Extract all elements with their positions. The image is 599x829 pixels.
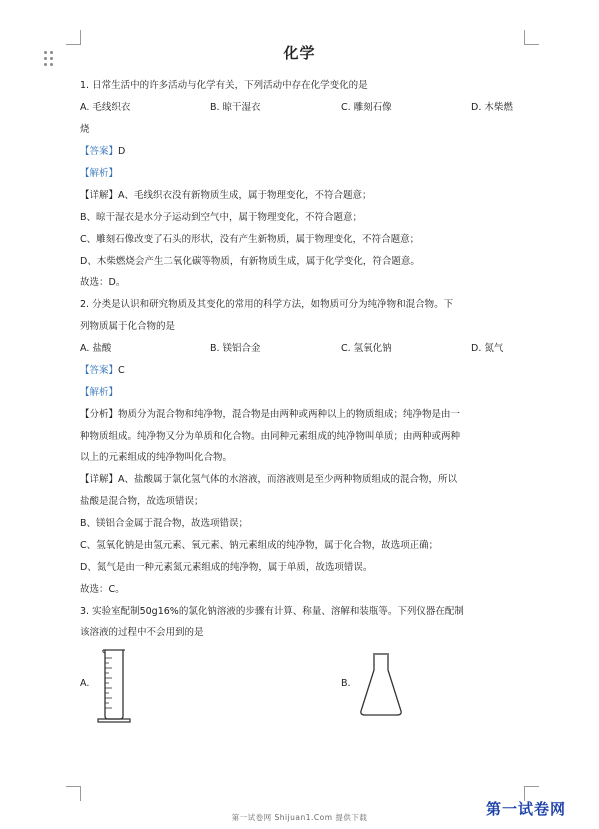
q1-detail-3: C、雕刻石像改变了石头的形状，没有产生新物质，属于物理变化，不符合题意； — [80, 234, 420, 245]
q2-option-d: D. 氮气 — [471, 343, 504, 354]
footer-source-text: 第一试卷网 Shijuan1.Com 提供下载 — [231, 813, 368, 822]
q2-option-c: C. 氢氧化钠 — [341, 343, 392, 354]
q1-option-c: C. 雕刻石像 — [341, 102, 392, 113]
q3-stem-line-2: 该溶液的过程中不会用到的是 — [80, 627, 204, 638]
q2-analyze-line-3: 以上的元素组成的纯净物叫化合物。 — [80, 452, 233, 463]
analyze-text: 物质分为混合物和纯净物，混合物是由两种或两种以上的物质组成；纯净物是由一 — [118, 409, 461, 420]
q1-detail-2: B、晾干湿衣是水分子运动到空气中，属于物理变化，不符合题意； — [80, 212, 363, 223]
q2-detail-1 — [80, 474, 457, 486]
q1-conclusion: 故选：D。 — [80, 277, 126, 288]
conical-flask-icon — [356, 652, 406, 718]
q1-option-a: A. 毛线织衣 — [80, 102, 131, 113]
q2-analyze-line-2: 种物质组成。纯净物又分为单质和化合物。由同种元素组成的纯净物叫单质；由两种或两种 — [80, 431, 461, 442]
q3-option-b: B. — [341, 678, 351, 689]
q1-analysis-tag: 【解析】 — [80, 168, 119, 179]
q1-stem: 1. 日常生活中的许多活动与化学有关，下列活动中存在化学变化的是 — [80, 80, 368, 91]
q1-detail-1 — [80, 190, 372, 202]
q1-option-b: B. 晾干湿衣 — [210, 102, 261, 113]
answer-tag: 【答案】 — [80, 146, 119, 157]
q2-answer — [80, 365, 125, 377]
page-title: 化学 — [283, 44, 316, 62]
detail-tag: 【详解】 — [80, 474, 119, 485]
q2-detail-3: C、氢氧化钠是由氢元素、氧元素、钠元素组成的纯净物，属于化合物，故选项正确； — [80, 540, 439, 551]
q2-option-b: B. 镁铝合金 — [210, 343, 261, 354]
q1-answer — [80, 146, 125, 158]
q2-stem-line-1: 2. 分类是认识和研究物质及其变化的常用的科学方法，如物质可分为纯净物和混合物。下 — [80, 299, 454, 310]
analyze-tag: 【分析】 — [80, 409, 119, 420]
q2-detail-4: D、氮气是由一种元素氮元素组成的纯净物，属于单质，故选项错误。 — [80, 562, 373, 573]
answer-value: D — [118, 146, 126, 157]
answer-tag: 【答案】 — [80, 365, 119, 376]
q2-stem-line-2: 列物质属于化合物的是 — [80, 321, 176, 332]
detail-text: A、毛线织衣没有新物质生成，属于物理变化，不符合题意； — [118, 190, 372, 201]
q1-detail-4: D、木柴燃烧会产生二氧化碳等物质，有新物质生成，属于化学变化，符合题意。 — [80, 256, 420, 267]
graduated-cylinder-icon — [96, 646, 136, 724]
q1-option-d: D. 木柴燃 — [471, 102, 513, 113]
crop-mark-bottom-left — [66, 786, 81, 801]
q2-detail-2: B、镁铝合金属于混合物，故选项错误； — [80, 518, 249, 529]
q2-conclusion: 故选：C。 — [80, 584, 125, 595]
q2-detail-1-continued: 盐酸是混合物，故选项错误； — [80, 496, 204, 507]
brand-logo-text: 第一试卷网 — [486, 800, 567, 818]
q1-option-d-continued: 烧 — [80, 124, 90, 135]
detail-text: A、盐酸属于氯化氢气体的水溶液，而溶液则是至少两种物质组成的混合物，所以 — [118, 474, 458, 485]
detail-tag: 【详解】 — [80, 190, 119, 201]
q3-stem-line-1: 3. 实验室配制50g16%的氯化钠溶液的步骤有计算、称量、溶解和装瓶等。下列仪器在配制 — [80, 606, 464, 617]
q2-analyze-line-1 — [80, 409, 460, 421]
q2-option-a: A. 盐酸 — [80, 343, 112, 354]
q3-option-a: A. — [80, 678, 90, 689]
q2-analysis-tag: 【解析】 — [80, 387, 119, 398]
answer-value: C — [118, 365, 125, 376]
